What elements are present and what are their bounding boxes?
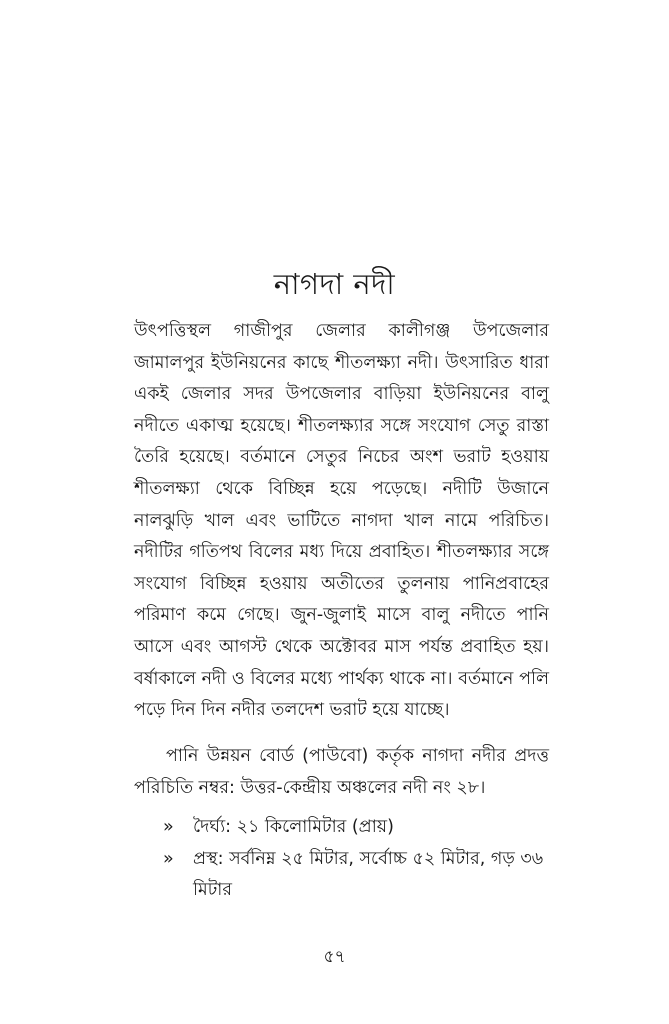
bullet-marker-icon: » [163,817,174,837]
fact-text-width: প্রস্থ: সর্বনিম্ন ২৫ মিটার, সর্বোচ্চ ৫২ মিটার, গড় ৩৬ মিটার [193,848,544,901]
bullet-marker-icon: » [163,848,174,869]
facts-list [163,812,549,907]
body-paragraph-description: উৎপত্তিস্থল গাজীপুর জেলার কালীগঞ্জ উপজেলার জামালপুর ইউনিয়নের কাছে শীতলক্ষ্যা নদী। উৎসারিত ধারা একই জেলার সদর উপজেলার বাড়িয়া ইউনিয়নের বালু নদীতে একাত্ম হয়েছে। শীতলক্ষ্যার সঙ্গে সংযোগ সেতু রাস্তা তৈরি হয়েছে। বর্তমানে সেতুর নিচের অংশ ভরাট হওয়ায় শীতলক্ষ্যা থেকে বিচ্ছিন্ন হয়ে পড়েছে। নদীটি উজানে নালঝুড়ি খাল এবং ভাটিতে নাগদা খাল নামে পরিচিত। নদীটির গতিপথ বিলের মধ্য দিয়ে প্রবাহিত। শীতলক্ষ্যার সঙ্গে সংযোগ বিচ্ছিন্ন হওয়ায় অতীতের তুলনায় পানিপ্রবাহের পরিমাণ কমে গেছে। জুন-জুলাই মাসে বালু নদীতে পানি আসে এবং আগস্ট থেকে অক্টোবর মাস পর্যন্ত প্রবাহিত হয়। বর্ষাকালে নদী ও বিলের মধ্যে পার্থক্য থাকে না। বর্তমানে পলি পড়ে দিন দিন নদীর তলদেশ ভরাট হয়ে যাচ্ছে। [134,321,549,721]
page-number: ৫৭ [323,947,346,967]
fact-item-width [163,844,549,907]
body-paragraph-identification: পানি উন্নয়ন বোর্ড (পাউবো) কর্তৃক নাগদা নদীর প্রদত্ত পরিচিতি নম্বর: উত্তর-কেন্দ্রীয় অঞ্চলের নদী নং ২৮। [134,746,549,798]
page-title: নাগদা নদী [273,267,396,301]
fact-item-length [163,812,549,844]
fact-text-length: দৈর্ঘ্য: ২১ কিলোমিটার (প্রায়) [193,817,394,837]
